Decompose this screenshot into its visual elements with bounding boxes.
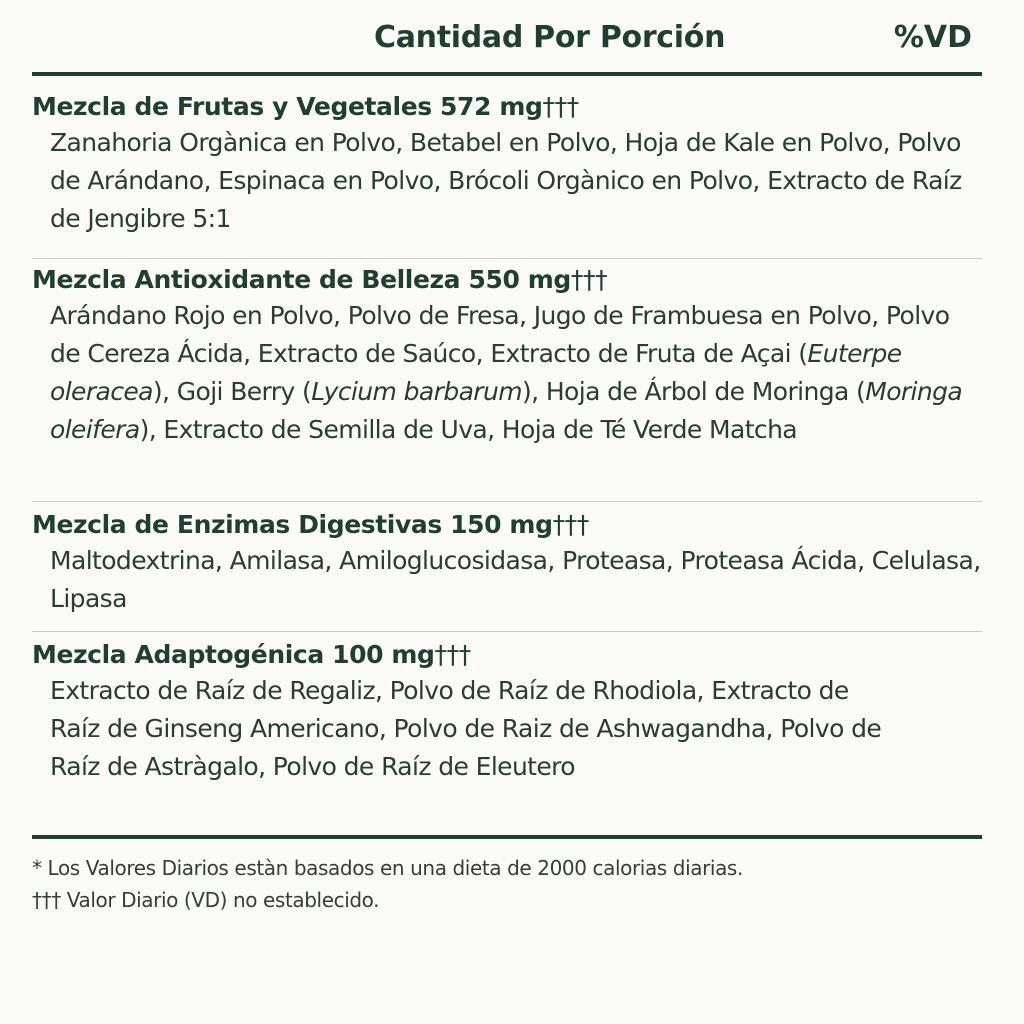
dv-not-established-mark: †††	[570, 265, 608, 294]
blend-ingredients	[50, 124, 982, 238]
blend-antioxidant-beauty	[32, 263, 982, 449]
blend-ingredients	[50, 672, 890, 786]
ingredients-text: Maltodextrina, Amilasa, Amiloglucosidasa, Proteasa, Proteasa Ácida, Celulasa, Lipasa	[50, 546, 981, 613]
ingredients-text: ), Extracto de Semilla de Uva, Hoja de Té Verde Matcha	[139, 415, 798, 444]
daily-value-heading: %VD	[893, 20, 972, 55]
blend-title	[32, 263, 982, 297]
daily-values-footnote: * Los Valores Diarios estàn basados en una dieta de 2000 calorias diarias.	[32, 856, 743, 880]
blend-amount: 150 mg	[450, 510, 553, 539]
blend-title	[32, 90, 982, 124]
amount-per-serving-heading: Cantidad Por Porción	[374, 20, 726, 55]
ingredients-text: Extracto de Raíz de Regaliz, Polvo de Raíz de Rhodiola, Extracto de Raíz de Ginseng Americano, Polvo de Raiz de Ashwagandha, Polvo de Raíz de Astràgalo, Polvo de Raíz de Eleutero	[50, 676, 882, 781]
scientific-name: Lycium barbarum	[311, 377, 522, 406]
blend-title	[32, 638, 982, 672]
blend-name: Mezcla de Enzimas Digestivas	[32, 510, 442, 539]
scientific-name: Euterpe oleracea	[50, 339, 902, 406]
scientific-name: Moringa oleifera	[50, 377, 963, 444]
blend-title	[32, 508, 982, 542]
header-divider	[32, 72, 982, 76]
ingredients-text: ), Hoja de Árbol de Moringa (	[522, 377, 866, 406]
section-divider	[32, 631, 982, 632]
dv-not-established-footnote: ††† Valor Diario (VD) no establecido.	[32, 888, 380, 912]
dv-not-established-mark: †††	[434, 640, 471, 669]
table-header	[32, 18, 982, 66]
blend-name: Mezcla Adaptogénica	[32, 640, 324, 669]
blend-ingredients	[50, 297, 982, 449]
blend-amount: 572 mg	[440, 92, 543, 121]
blend-adaptogenic	[32, 638, 982, 786]
blend-amount: 100 mg	[332, 640, 435, 669]
section-divider	[32, 258, 982, 259]
blend-amount: 550 mg	[468, 265, 571, 294]
ingredients-text: Zanahoria Orgànica en Polvo, Betabel en Polvo, Hoja de Kale en Polvo, Polvo de Arándano, Espinaca en Polvo, Brócoli Orgànico en Polvo, Extracto de Raíz de Jengibre 5:1	[50, 128, 962, 233]
dv-not-established-mark: †††	[542, 92, 579, 121]
blend-name: Mezcla Antioxidante de Belleza	[32, 265, 461, 294]
blend-ingredients	[50, 542, 982, 618]
section-divider	[32, 501, 982, 502]
dv-not-established-mark: †††	[552, 510, 589, 539]
blend-digestive-enzymes	[32, 508, 982, 618]
ingredients-text: ), Goji Berry (	[152, 377, 312, 406]
ingredients-text: Arándano Rojo en Polvo, Polvo de Fresa, Jugo de Frambuesa en Polvo, Polvo de Cereza Ácida, Extracto de Saúco, Extracto de Fruta de Açai (	[50, 301, 950, 368]
footnotes	[32, 852, 1002, 916]
footer-divider	[32, 835, 982, 839]
blend-name: Mezcla de Frutas y Vegetales	[32, 92, 432, 121]
supplement-facts-panel	[32, 0, 982, 1024]
blend-fruits-vegetables	[32, 90, 982, 238]
